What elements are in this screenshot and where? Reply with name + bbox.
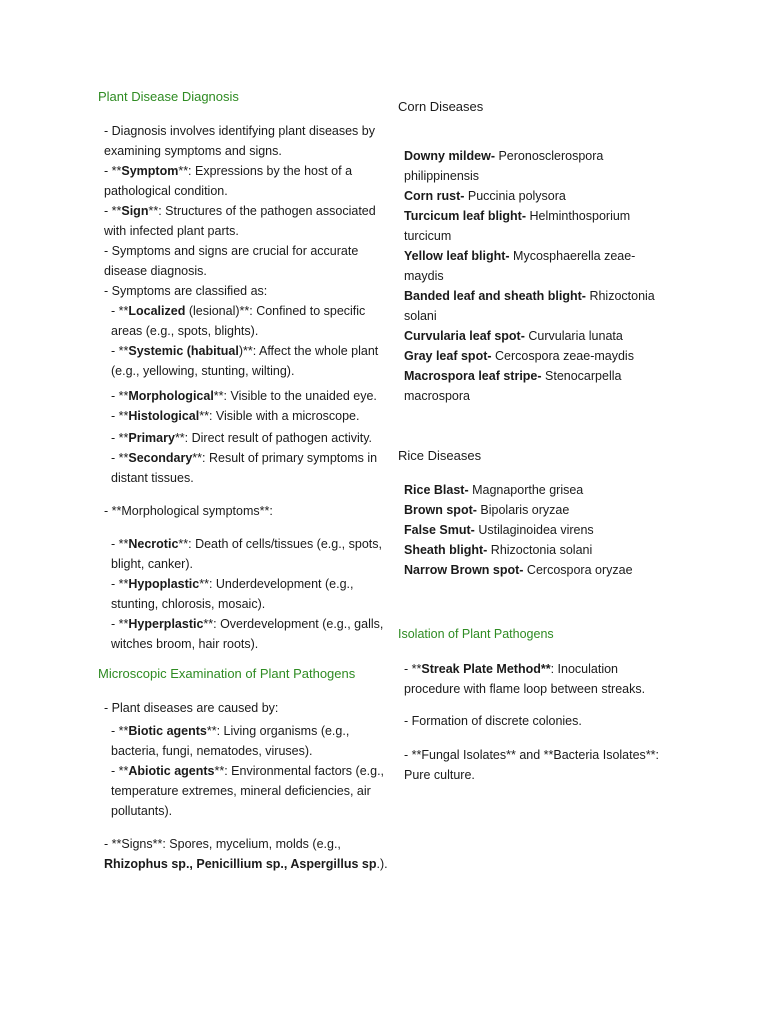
definition: : Pure culture. (404, 748, 660, 782)
crucial-paragraph: - Symptoms and signs are crucial for accurate disease diagnosis. (104, 244, 359, 278)
disease-name: Narrow Brown spot- (404, 563, 524, 577)
corn-item (398, 186, 660, 206)
disease-name: False Smut- (404, 523, 475, 537)
corn-item (398, 326, 660, 346)
term: Primary (128, 431, 175, 445)
definition: **: Direct result of pathogen activity. (174, 431, 373, 445)
signs-item (98, 834, 390, 874)
prefix: - ** (111, 724, 129, 738)
caused-by-paragraph: - Plant diseases are caused by: (104, 701, 279, 715)
prefix: - ** (111, 431, 129, 445)
pathogen-name: Ustilaginoidea virens (474, 523, 594, 537)
prefix: - ** (111, 389, 129, 403)
rice-item (398, 540, 660, 560)
localized-item (98, 301, 390, 341)
pathogen-name: Rhizoctonia solani (404, 289, 655, 323)
term: Symptom (121, 164, 179, 178)
term: Hypoplastic (128, 577, 200, 591)
pathogen-name: Cercospora oryzae (523, 563, 633, 577)
heading-rice-diseases: Rice Diseases (398, 448, 482, 463)
term: Secondary (128, 451, 193, 465)
streak-plate-item (398, 659, 660, 699)
disease-name: Turcicum leaf blight- (404, 209, 526, 223)
term: Necrotic (128, 537, 179, 551)
prefix: - ** (111, 617, 129, 631)
term: Streak Plate Method** (421, 662, 551, 676)
prefix: - ** (111, 764, 129, 778)
definition: **: Living organisms (e.g., bacteria, fungi, nematodes, viruses). (111, 724, 350, 758)
pathogen-name: Stenocarpella macrospora (404, 369, 622, 403)
prefix: - ** (104, 204, 122, 218)
pathogen-name: Puccinia polysora (464, 189, 566, 203)
corn-item (398, 346, 660, 366)
pathogen-name: Peronosclerospora philippinensis (404, 149, 604, 183)
prefix: - ** (111, 451, 129, 465)
pathogen-name: Magnaporthe grisea (468, 483, 584, 497)
secondary-item (98, 448, 390, 488)
disease-name: Banded leaf and sheath blight- (404, 289, 586, 303)
heading-microscopic-examination: Microscopic Examination of Plant Pathogens (98, 666, 356, 681)
prefix: - **Signs**: Spores, mycelium, molds (e.g., (104, 837, 341, 851)
term: Localized (128, 304, 186, 318)
pathogen-name: Bipolaris oryzae (476, 503, 570, 517)
definition: **: Environmental factors (e.g., temperature extremes, mineral deficiencies, air pollutants). (111, 764, 385, 818)
colonies-item: - Formation of discrete colonies. (404, 714, 582, 728)
disease-name: Brown spot- (404, 503, 477, 517)
disease-name: Sheath blight- (404, 543, 488, 557)
disease-name: Curvularia leaf spot- (404, 329, 525, 343)
hyperplastic-item (98, 614, 390, 654)
prefix: - ** (111, 409, 129, 423)
hypoplastic-item (98, 574, 390, 614)
term: Abiotic agents (128, 764, 215, 778)
classified-paragraph: - Symptoms are classified as: (104, 284, 268, 298)
corn-item (398, 286, 660, 326)
definition: **: Death of cells/tissues (e.g., spots, blight, canker). (111, 537, 382, 571)
systemic-item (98, 341, 390, 381)
definition: **: Visible to the unaided eye. (213, 389, 377, 403)
primary-item (98, 428, 390, 448)
prefix: - ** (111, 304, 129, 318)
disease-name: Downy mildew- (404, 149, 495, 163)
definition: **: Result of primary symptoms in distant tissues. (111, 451, 378, 485)
rice-item (398, 500, 660, 520)
definition: )**: Affect the whole plant (e.g., yellowing, stunting, wilting). (111, 344, 379, 378)
pathogen-name: Cercospora zeae-maydis (491, 349, 634, 363)
rice-item (398, 560, 660, 580)
disease-name: Rice Blast- (404, 483, 469, 497)
histological-item (98, 406, 390, 426)
term: Histological (128, 409, 200, 423)
biotic-item (98, 721, 390, 761)
disease-name: Gray leaf spot- (404, 349, 492, 363)
corn-item (398, 206, 660, 246)
isolates-item (398, 745, 660, 785)
pathogen-name: Rhizoctonia solani (487, 543, 593, 557)
prefix: - ** (104, 164, 122, 178)
term: Morphological (128, 389, 214, 403)
morphological-item (98, 386, 390, 406)
term: Biotic agents (128, 724, 207, 738)
definition: **: Overdevelopment (e.g., galls, witches broom, hair roots). (111, 617, 384, 651)
heading-isolation-of-plant-pathogens: Isolation of Plant Pathogens (398, 627, 554, 641)
definition: **: Visible with a microscope. (199, 409, 360, 423)
rice-item (398, 520, 660, 540)
sign-item (98, 201, 390, 241)
disease-name: Yellow leaf blight- (404, 249, 510, 263)
symptom-item (98, 161, 390, 201)
necrotic-item (98, 534, 390, 574)
pathogen-name: Helminthosporium turcicum (404, 209, 631, 243)
definition: : Inoculation procedure with flame loop between streaks. (404, 662, 646, 696)
definition: **: Underdevelopment (e.g., stunting, chlorosis, mosaic). (111, 577, 354, 611)
corn-item (398, 146, 660, 186)
prefix: - **Fungal Isolates** and **Bacteria Isolates (404, 748, 646, 762)
disease-name: Macrospora leaf stripe- (404, 369, 542, 383)
term: Rhizophus sp., Penicillium sp., Aspergillus sp (104, 857, 377, 871)
disease-name: Corn rust- (404, 189, 465, 203)
heading-plant-disease-diagnosis: Plant Disease Diagnosis (98, 89, 239, 104)
prefix: - ** (111, 577, 129, 591)
prefix: - ** (111, 537, 129, 551)
rice-item (398, 480, 660, 500)
definition: **: Expressions by the host of a pathological condition. (104, 164, 353, 198)
term: Sign (121, 204, 149, 218)
abiotic-item (98, 761, 390, 821)
corn-item (398, 366, 660, 406)
corn-item (398, 246, 660, 286)
diagnosis-paragraph: - Diagnosis involves identifying plant diseases by examining symptoms and signs. (104, 124, 375, 158)
prefix: - ** (111, 344, 129, 358)
heading-corn-diseases: Corn Diseases (398, 99, 484, 114)
marker: ** (645, 748, 656, 762)
term: Hyperplastic (128, 617, 204, 631)
pathogen-name: Mycosphaerella zeae-maydis (404, 249, 636, 283)
pathogen-name: Curvularia lunata (524, 329, 623, 343)
suffix: .). (376, 857, 388, 871)
prefix: - ** (404, 662, 422, 676)
definition: **: Structures of the pathogen associated with infected plant parts. (104, 204, 376, 238)
morphological-symptoms-heading: - **Morphological symptoms**: (104, 504, 273, 518)
definition: (lesional)**: Confined to specific areas (e.g., spots, blights). (111, 304, 366, 338)
term: Systemic (habitual (128, 344, 239, 358)
